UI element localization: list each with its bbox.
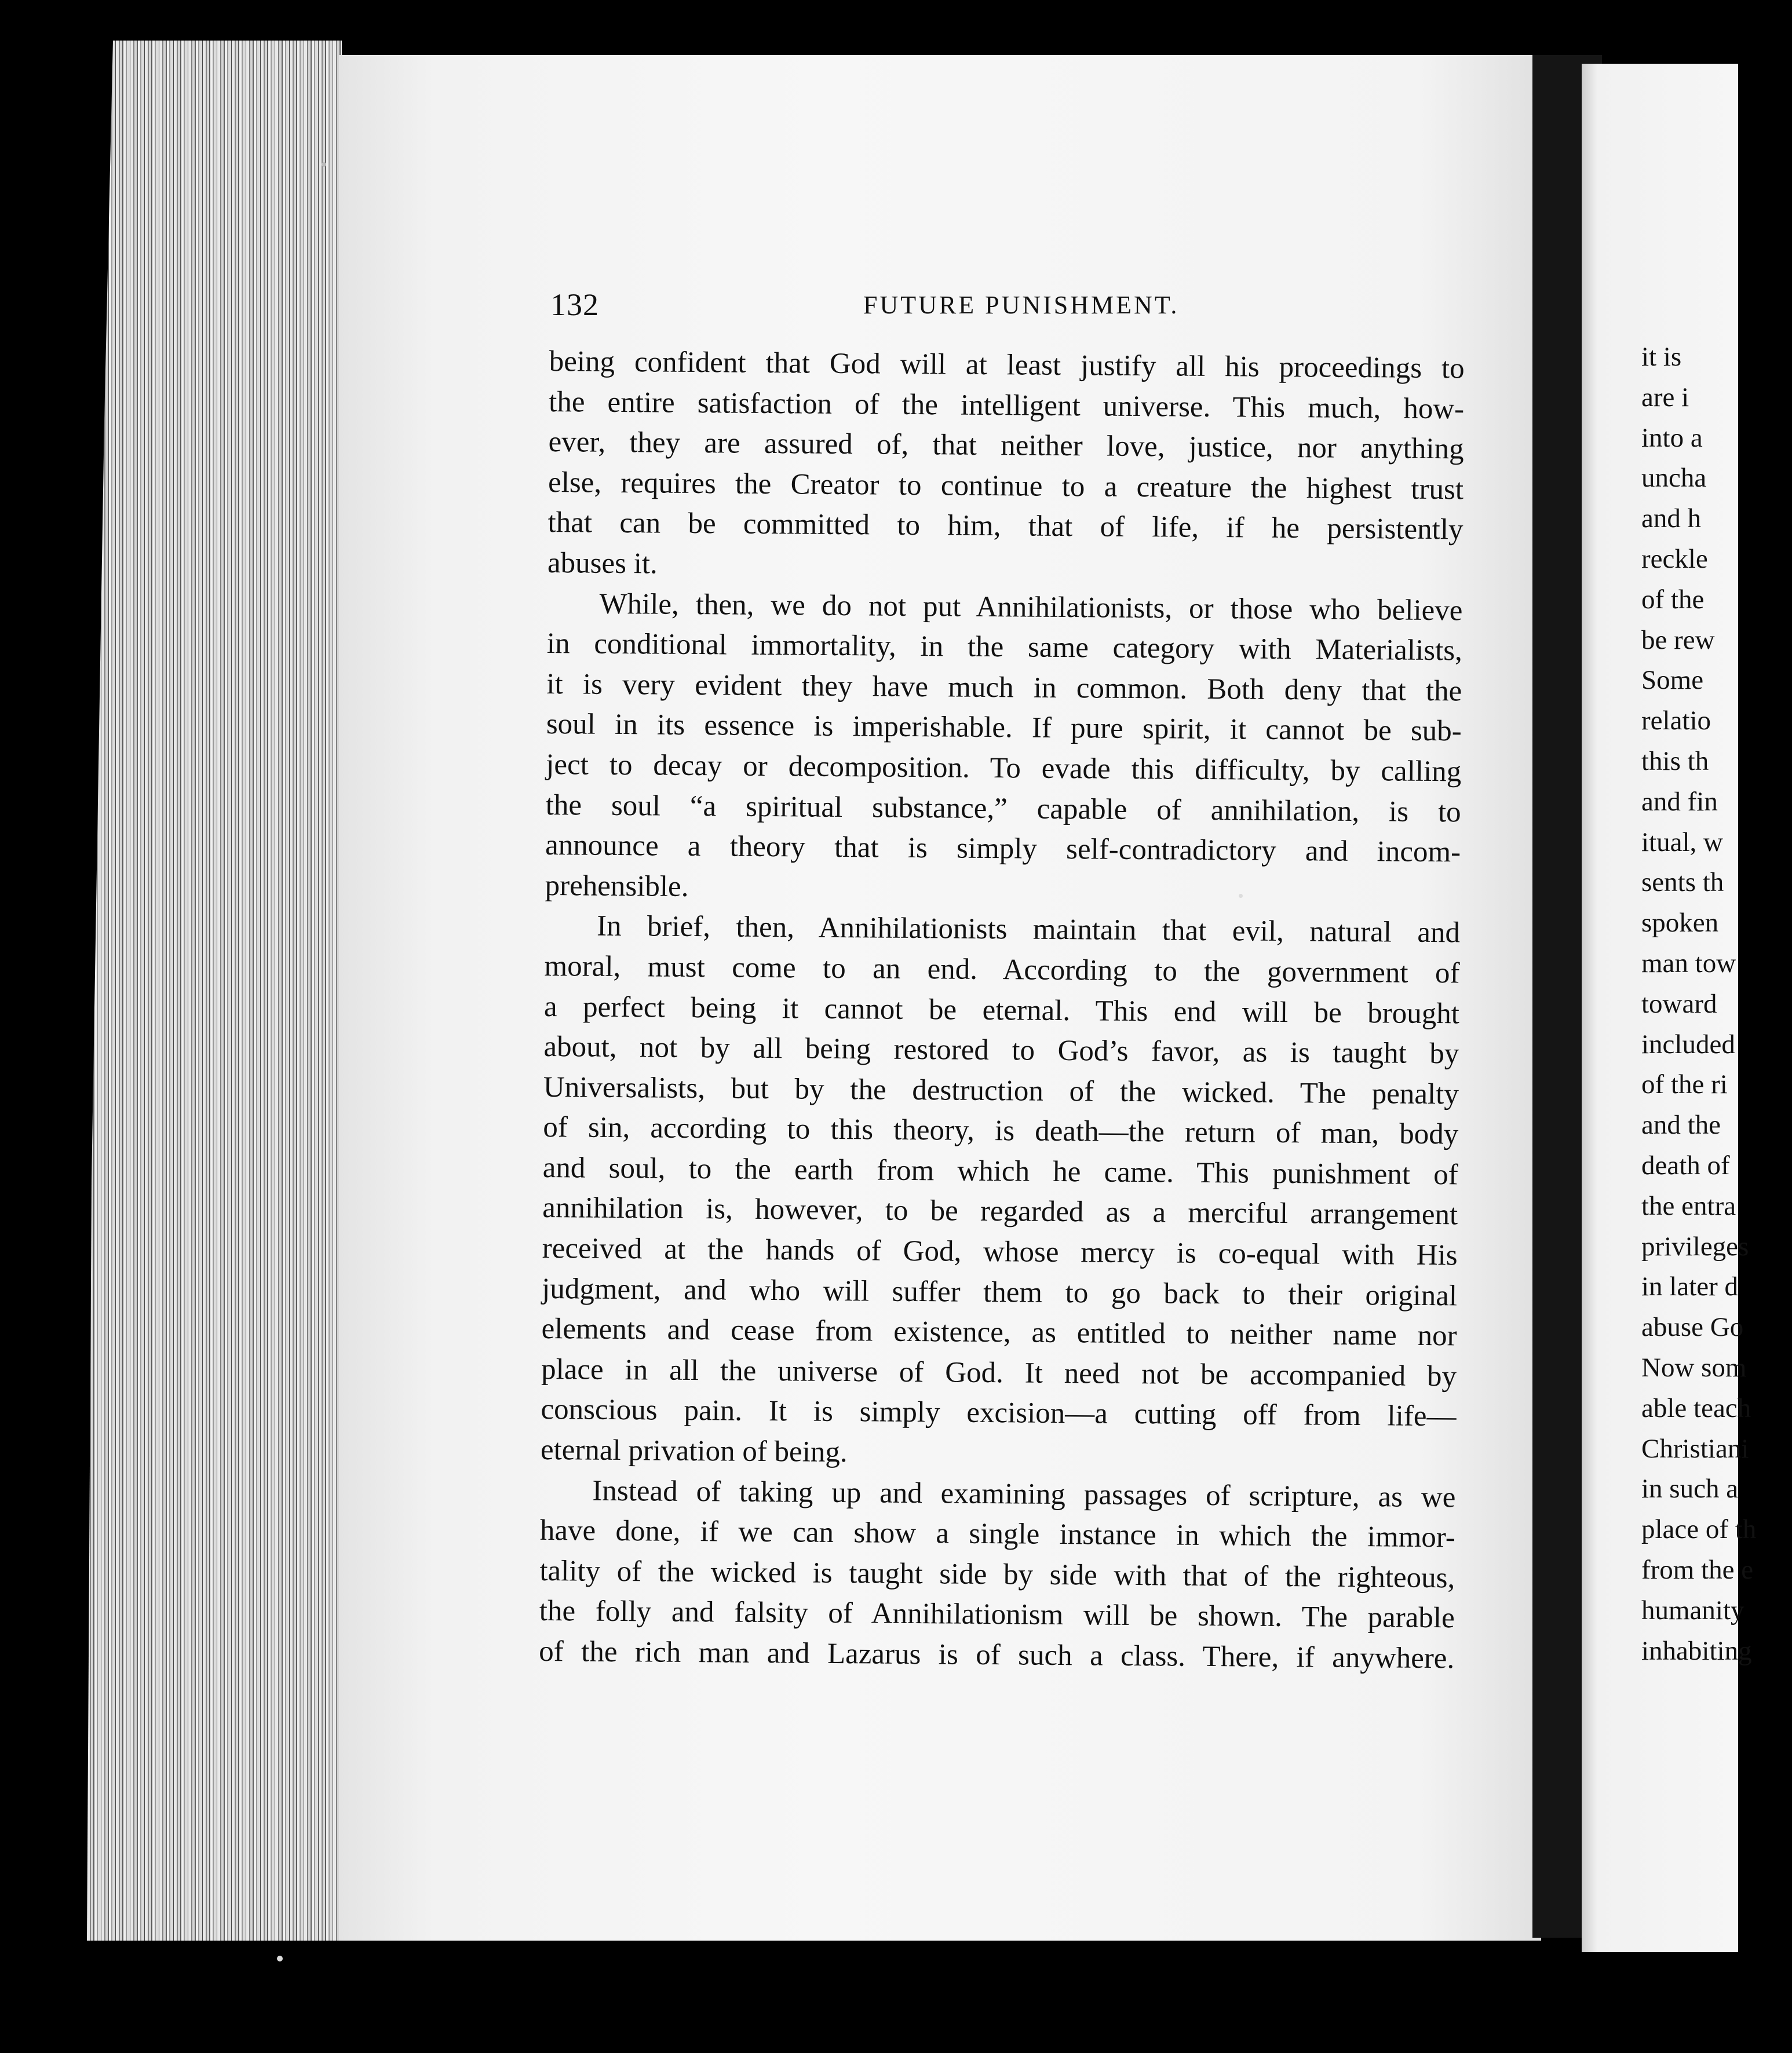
text-line: sents th [1641,867,1724,898]
text-line: able teach [1641,1393,1751,1423]
print-speck [1239,894,1243,898]
text-line: uncha [1641,463,1707,494]
text-line: the entire satisfaction of the intelligent universe. This much, how- [548,385,1465,425]
left-page-body-text [539,342,1465,1679]
text-line: it is very evident they have much in common. Both deny that the [546,667,1462,708]
text-line: Instead of taking up and examining passages of scripture, as we [592,1474,1456,1514]
text-line: Now som [1641,1352,1747,1383]
text-line: of the rich man and Lazarus is of such a class. There, if anywhere. [539,1635,1455,1675]
page-edges [87,41,342,1941]
text-line: announce a theory that is simply self-contradictory and incom- [545,829,1461,869]
text-line: the soul “a spiritual substance,” capable of annihilation, is to [545,788,1461,828]
text-line: included [1641,1029,1735,1060]
text-line: relatio [1641,706,1711,736]
text-line: and fin [1641,786,1718,817]
text-line: in conditional immortality, in the same category with Materialists, [546,627,1463,667]
text-line: place of th [1641,1514,1757,1545]
text-line: elements and cease from existence, as entitled to neither name nor [541,1313,1457,1353]
text-line: the entra [1641,1190,1736,1221]
text-line: in such a [1641,1474,1739,1504]
text-line: received at the hands of God, whose mercy is co-equal with His [542,1232,1458,1272]
text-line: humanity [1641,1595,1744,1625]
text-line: privileges [1641,1231,1749,1262]
text-line: ever, they are assured of, that neither love, justice, nor anything [548,426,1464,466]
text-line: reckle [1641,543,1708,574]
text-line: In brief, then, Annihilationists maintain that evil, natural and [596,909,1461,949]
text-line: spoken [1641,908,1719,938]
text-line: the folly and falsity of Annihilationism will be shown. The parable [539,1595,1455,1635]
text-line: abuse Go [1641,1312,1744,1343]
text-line: itual, w [1641,827,1723,857]
text-line: that can be committed to him, that of life, if he persistently [548,506,1463,546]
text-line: into a [1641,422,1703,453]
text-line: judgment, and who will suffer them to go back to their original [541,1272,1458,1313]
text-line: have done, if we can show a single instance in which the immor- [539,1514,1456,1554]
text-line: man tow [1641,948,1736,978]
text-line: tality of the wicked is taught side by side with that of the righteous, [539,1554,1455,1595]
text-line: being confident that God will at least justify all his proceedings to [549,345,1465,385]
text-line: place in all the universe of God. It need not be accompanied by [541,1353,1457,1393]
text-line: While, then, we do not put Annihilationists, or those who believe [599,587,1463,627]
print-speck [322,162,326,167]
text-line: and h [1641,503,1702,534]
text-line: Universalists, but by the destruction of the wicked. The penalty [543,1071,1459,1111]
text-line: annihilation is, however, to be regarded as a merciful arrangement [542,1192,1458,1232]
text-line: a perfect being it cannot be eternal. This end will be brought [543,990,1460,1030]
text-line: of sin, according to this theory, is death—the return of man, body [543,1111,1459,1151]
text-line: it is [1641,342,1682,372]
text-line: about, not by all being restored to God’s favor, as is taught by [543,1031,1459,1071]
text-line: this th [1641,746,1709,776]
text-line: Some [1641,665,1704,696]
print-speck [277,1956,283,1961]
text-line: soul in its essence is imperishable. If pure spirit, it cannot be sub- [546,708,1462,748]
text-line: and soul, to the earth from which he came. This punishment of [542,1151,1458,1192]
text-line: inhabiting [1641,1635,1752,1666]
text-line: moral, must come to an end. According to the government of [544,949,1460,990]
text-line: are i [1641,382,1689,412]
right-page-partial-text [1641,337,1792,1671]
text-line: in later d [1641,1272,1739,1302]
text-line: Christiani [1641,1433,1749,1464]
text-line: eternal privation of being. [540,1433,848,1469]
text-line: of the [1641,584,1705,615]
text-line: be rew [1641,624,1715,655]
text-line: death of [1641,1150,1730,1181]
text-line: abuses it. [547,546,658,580]
text-line: of the ri [1641,1069,1728,1100]
header-title: FUTURE PUNISHMENT. [863,291,1180,319]
text-line: toward [1641,988,1717,1019]
text-line: else, requires the Creator to continue to a creature the highest trust [548,466,1464,506]
text-line: conscious pain. It is simply excision—a cutting off from life— [541,1393,1457,1433]
running-head [550,287,1454,327]
text-line: and the [1641,1110,1721,1141]
text-line: prehensible. [545,869,689,903]
text-line: from the e [1641,1554,1754,1585]
text-line: ject to decay or decomposition. To evade this difficulty, by calling [546,748,1462,788]
page-number: 132 [550,287,599,322]
